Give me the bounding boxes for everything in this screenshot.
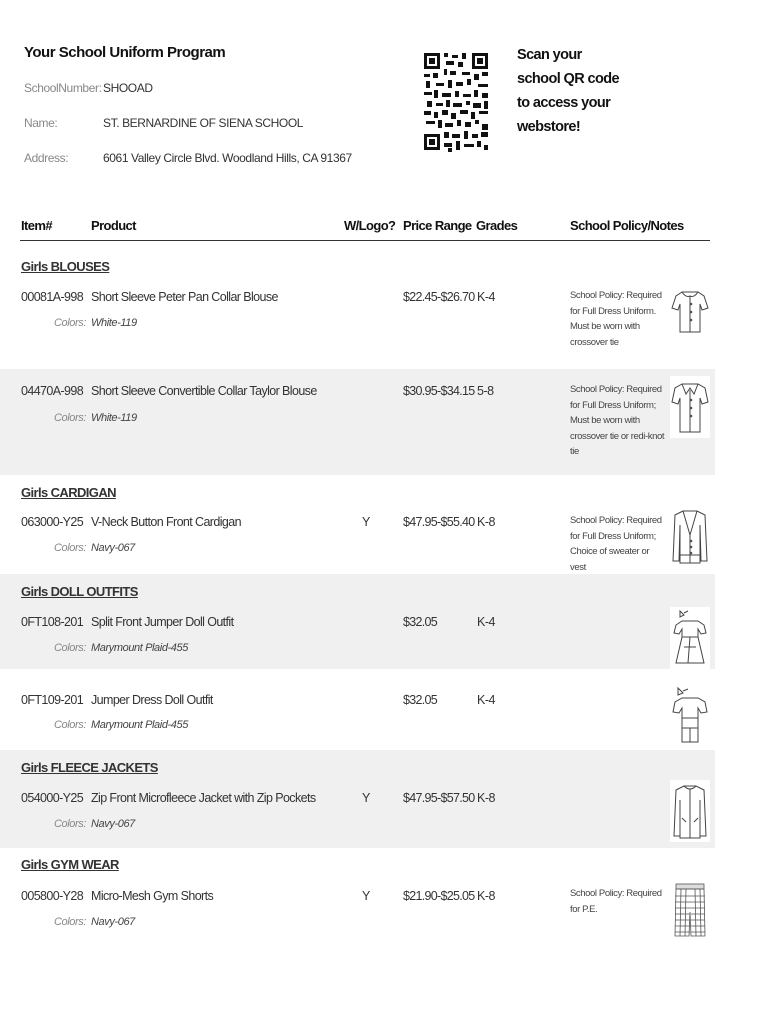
grades: K-4 bbox=[477, 615, 495, 629]
colors-value: Navy-067 bbox=[91, 542, 135, 554]
policy-note: School Policy: Required for Full Dress Uniform; Choice of sweater or vest bbox=[570, 515, 662, 573]
category-heading: Girls FLEECE JACKETS bbox=[21, 760, 158, 775]
school-number-label: SchoolNumber: bbox=[24, 81, 102, 95]
product-name: Short Sleeve Convertible Collar Taylor Blouse bbox=[91, 384, 317, 398]
product-name: Micro-Mesh Gym Shorts bbox=[91, 889, 214, 903]
price-range: $47.95-$55.40 bbox=[403, 515, 475, 529]
policy-note: School Policy: Required for Full Dress Uniform. Must be worn with crossover tie bbox=[570, 290, 662, 348]
column-header-item: Item# bbox=[21, 218, 52, 233]
colors-label: Colors: bbox=[54, 818, 87, 830]
column-header-logo: W/Logo? bbox=[344, 218, 396, 233]
colors-value: Navy-067 bbox=[91, 916, 135, 928]
blouse-icon bbox=[670, 376, 710, 438]
item-number: 005800-Y28 bbox=[21, 889, 84, 903]
colors-value: White-119 bbox=[91, 317, 137, 329]
policy-note: School Policy: Required for P.E. bbox=[570, 888, 662, 915]
page-title: Your School Uniform Program bbox=[24, 44, 226, 61]
price-range: $21.90-$25.05 bbox=[403, 889, 475, 903]
product-name: V-Neck Button Front Cardigan bbox=[91, 515, 241, 529]
colors-value: Marymount Plaid-455 bbox=[91, 642, 188, 654]
product-name: Zip Front Microfleece Jacket with Zip Pockets bbox=[91, 791, 316, 805]
school-number-value: SHOOAD bbox=[103, 81, 153, 95]
grades: K-8 bbox=[477, 889, 495, 903]
item-number: 0FT108-201 bbox=[21, 615, 84, 629]
header-divider bbox=[20, 240, 710, 241]
product-name: Split Front Jumper Doll Outfit bbox=[91, 615, 234, 629]
price-range: $30.95-$34.15 bbox=[403, 384, 475, 398]
colors-label: Colors: bbox=[54, 642, 87, 654]
colors-value: Marymount Plaid-455 bbox=[91, 719, 188, 731]
item-number: 04470A-998 bbox=[21, 384, 84, 398]
cardigan-icon bbox=[670, 505, 710, 567]
column-header-grades: Grades bbox=[476, 218, 518, 233]
colors-label: Colors: bbox=[54, 412, 87, 424]
logo-flag: Y bbox=[362, 791, 371, 805]
item-number: 063000-Y25 bbox=[21, 515, 84, 529]
grades: K-4 bbox=[477, 693, 495, 707]
colors-label: Colors: bbox=[54, 916, 87, 928]
doll-outfit-icon bbox=[670, 684, 710, 746]
policy-note: School Policy: Required for Full Dress Uniform; Must be worn with crossover tie or redi-knot tie bbox=[570, 384, 665, 457]
school-name-value: ST. BERNARDINE OF SIENA SCHOOL bbox=[103, 116, 304, 130]
colors-label: Colors: bbox=[54, 542, 87, 554]
grades: 5-8 bbox=[477, 384, 494, 398]
product-name: Short Sleeve Peter Pan Collar Blouse bbox=[91, 290, 278, 304]
logo-flag: Y bbox=[362, 515, 371, 529]
product-name: Jumper Dress Doll Outfit bbox=[91, 693, 213, 707]
price-range: $22.45-$26.70 bbox=[403, 290, 475, 304]
category-heading: Girls BLOUSES bbox=[21, 259, 110, 274]
colors-label: Colors: bbox=[54, 719, 87, 731]
item-number: 054000-Y25 bbox=[21, 791, 84, 805]
qr-instructions: Scan your school QR code to access your webstore! bbox=[517, 47, 619, 135]
qr-code-icon[interactable] bbox=[422, 50, 490, 156]
jacket-icon bbox=[670, 780, 710, 842]
grades: K-8 bbox=[477, 791, 495, 805]
logo-flag: Y bbox=[362, 889, 371, 903]
column-header-product: Product bbox=[91, 218, 136, 233]
colors-label: Colors: bbox=[54, 317, 87, 329]
grades: K-8 bbox=[477, 515, 495, 529]
category-heading: Girls DOLL OUTFITS bbox=[21, 584, 138, 599]
price-range: $32.05 bbox=[403, 615, 438, 629]
address-value: 6061 Valley Circle Blvd. Woodland Hills, CA 91367 bbox=[103, 151, 352, 165]
item-number: 0FT109-201 bbox=[21, 693, 84, 707]
column-header-price: Price Range bbox=[403, 218, 472, 233]
colors-value: White-119 bbox=[91, 412, 137, 424]
grades: K-4 bbox=[477, 290, 495, 304]
address-label: Address: bbox=[24, 151, 69, 165]
name-label: Name: bbox=[24, 116, 58, 130]
shorts-icon bbox=[670, 880, 710, 942]
category-heading: Girls GYM WEAR bbox=[21, 857, 119, 872]
item-number: 00081A-998 bbox=[21, 290, 84, 304]
blouse-icon bbox=[670, 282, 710, 344]
category-heading: Girls CARDIGAN bbox=[21, 485, 116, 500]
price-range: $47.95-$57.50 bbox=[403, 791, 475, 805]
colors-value: Navy-067 bbox=[91, 818, 135, 830]
column-header-notes: School Policy/Notes bbox=[570, 218, 684, 233]
price-range: $32.05 bbox=[403, 693, 438, 707]
doll-outfit-icon bbox=[670, 607, 710, 669]
